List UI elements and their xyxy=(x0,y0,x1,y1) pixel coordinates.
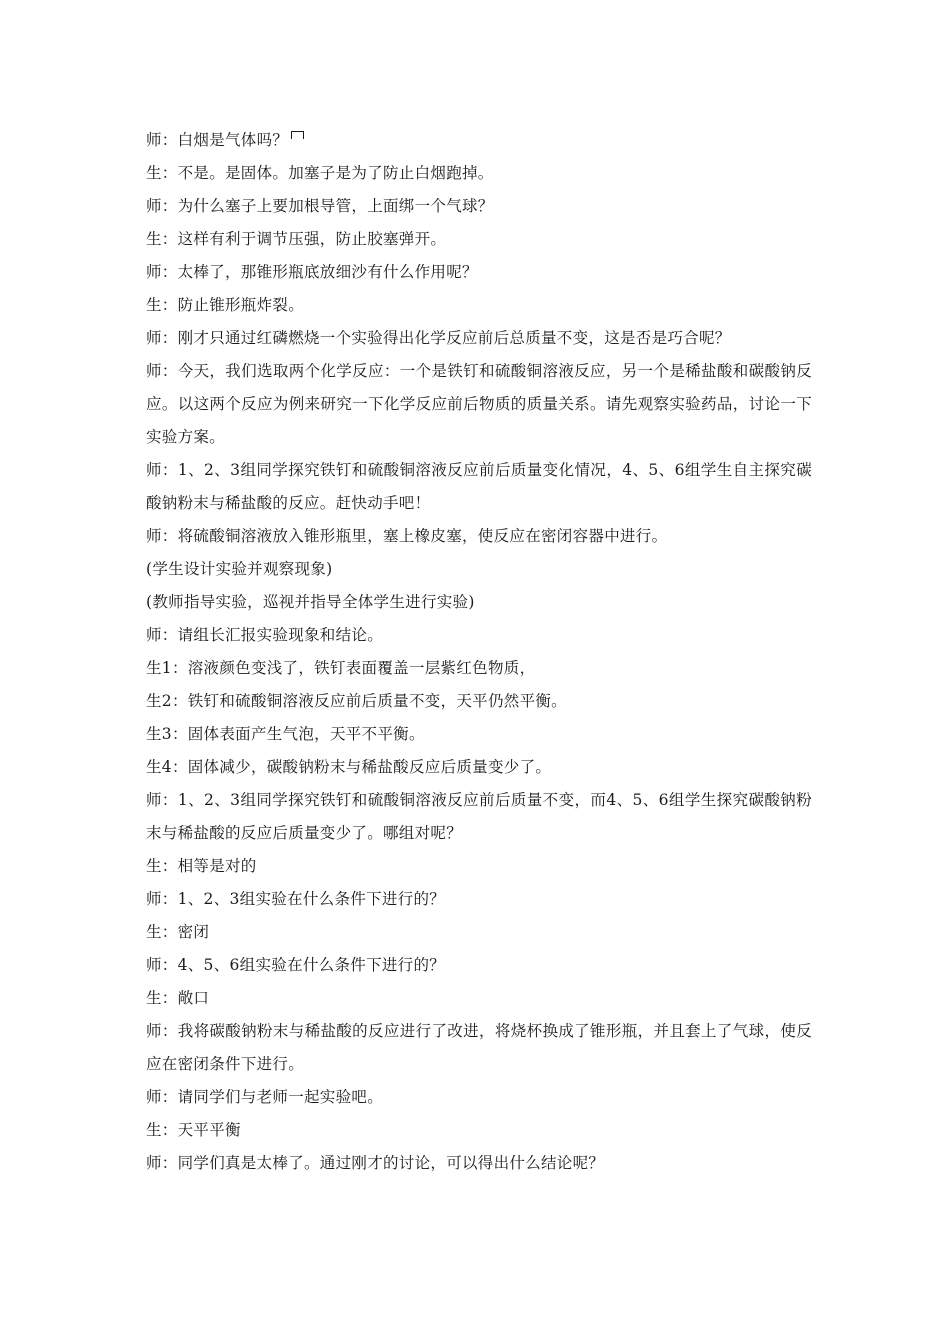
dialogue-text: 师：白烟是气体吗？ xyxy=(146,131,289,149)
dialogue-text: 生：天平平衡 xyxy=(146,1121,241,1139)
dialogue-text: 生2：铁钉和硫酸铜溶液反应前后质量不变，天平仍然平衡。 xyxy=(146,692,567,710)
dialogue-text: 生：相等是对的 xyxy=(146,857,257,875)
dialogue-paragraph xyxy=(146,256,812,289)
dialogue-paragraph xyxy=(146,1147,812,1180)
dialogue-paragraph xyxy=(146,520,812,553)
dialogue-text: 师：1、2、3组同学探究铁钉和硫酸铜溶液反应前后质量不变，而4、5、6组学生探究碳酸钠粉末与稀盐酸的反应后质量变少了。哪组对呢？ xyxy=(146,791,812,842)
dialogue-text: 生1：溶液颜色变浅了，铁钉表面覆盖一层紫红色物质， xyxy=(146,659,536,677)
dialogue-paragraph xyxy=(146,1081,812,1114)
dialogue-text: 生：密闭 xyxy=(146,923,210,941)
dialogue-text: 师：刚才只通过红磷燃烧一个实验得出化学反应前后总质量不变，这是否是巧合呢？ xyxy=(146,329,731,347)
dialogue-paragraph xyxy=(146,454,812,520)
dialogue-paragraph xyxy=(146,223,812,256)
document-body xyxy=(146,124,812,1180)
dialogue-paragraph xyxy=(146,949,812,982)
dialogue-paragraph xyxy=(146,718,812,751)
dialogue-paragraph xyxy=(146,553,812,586)
dialogue-text: 生：敞口 xyxy=(146,989,210,1007)
dialogue-text: 师：将硫酸铜溶液放入锥形瓶里，塞上橡皮塞，使反应在密闭容器中进行。 xyxy=(146,527,668,545)
dialogue-text: (学生设计实验并观察现象) xyxy=(146,560,333,578)
dialogue-text: 生：防止锥形瓶炸裂。 xyxy=(146,296,305,314)
dialogue-text: 师：同学们真是太棒了。通过刚才的讨论，可以得出什么结论呢？ xyxy=(146,1154,605,1172)
dialogue-text: 生3：固体表面产生气泡，天平不平衡。 xyxy=(146,725,425,743)
dialogue-paragraph xyxy=(146,1015,812,1081)
dialogue-paragraph xyxy=(146,850,812,883)
dialogue-text: 师：1、2、3组实验在什么条件下进行的？ xyxy=(146,890,446,908)
dialogue-paragraph xyxy=(146,619,812,652)
dialogue-paragraph xyxy=(146,289,812,322)
dialogue-text: 生4：固体减少，碳酸钠粉末与稀盐酸反应后质量变少了。 xyxy=(146,758,552,776)
dialogue-text: 师：请组长汇报实验现象和结论。 xyxy=(146,626,384,644)
dialogue-paragraph xyxy=(146,982,812,1015)
dialogue-text: 师：请同学们与老师一起实验吧。 xyxy=(146,1088,384,1106)
dialogue-text: (教师指导实验，巡视并指导全体学生进行实验) xyxy=(146,593,475,611)
dialogue-text: 师：今天，我们选取两个化学反应：一个是铁钉和硫酸铜溶液反应，另一个是稀盐酸和碳酸钠反应。以这两个反应为例来研究一下化学反应前后物质的质量关系。请先观察实验药品，讨论一下实验方案。 xyxy=(146,362,812,446)
dialogue-text: 师：我将碳酸钠粉末与稀盐酸的反应进行了改进，将烧杯换成了锥形瓶，并且套上了气球，使反应在密闭条件下进行。 xyxy=(146,1022,812,1073)
dialogue-paragraph xyxy=(146,685,812,718)
dialogue-paragraph xyxy=(146,751,812,784)
dialogue-text: 师：太棒了，那锥形瓶底放细沙有什么作用呢？ xyxy=(146,263,478,281)
dialogue-paragraph xyxy=(146,190,812,223)
dialogue-text: 师：1、2、3组同学探究铁钉和硫酸铜溶液反应前后质量变化情况，4、5、6组学生自主探究碳酸钠粉末与稀盐酸的反应。赶快动手吧！ xyxy=(146,461,812,512)
dialogue-text: 生：这样有利于调节压强，防止胶塞弹开。 xyxy=(146,230,447,248)
dialogue-paragraph xyxy=(146,355,812,454)
dialogue-paragraph xyxy=(146,784,812,850)
dialogue-paragraph xyxy=(146,124,812,157)
dialogue-paragraph xyxy=(146,157,812,190)
editing-mark-icon xyxy=(291,131,304,139)
dialogue-text: 生：不是。是固体。加塞子是为了防止白烟跑掉。 xyxy=(146,164,494,182)
dialogue-paragraph xyxy=(146,1114,812,1147)
dialogue-text: 师：4、5、6组实验在什么条件下进行的？ xyxy=(146,956,446,974)
dialogue-paragraph xyxy=(146,322,812,355)
dialogue-paragraph xyxy=(146,916,812,949)
dialogue-paragraph xyxy=(146,883,812,916)
dialogue-paragraph xyxy=(146,586,812,619)
dialogue-paragraph xyxy=(146,652,812,685)
dialogue-text: 师：为什么塞子上要加根导管，上面绑一个气球？ xyxy=(146,197,494,215)
